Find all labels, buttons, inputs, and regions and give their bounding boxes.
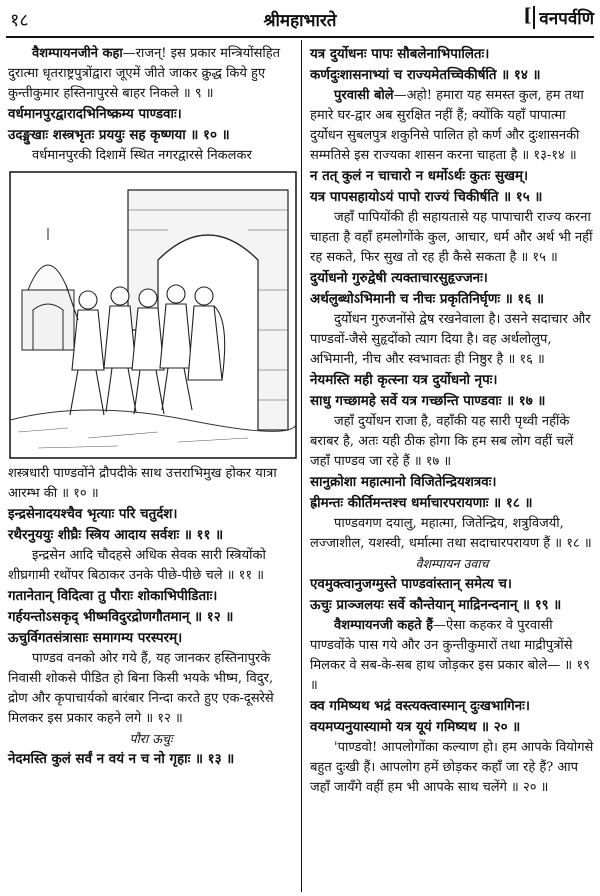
verse-line: क्व गमिष्यथ भद्रं वस्त्यक्त्वास्मान् दुःखभागिनः। bbox=[310, 698, 530, 714]
right-column bbox=[310, 44, 594, 798]
verse-line: रथैरनुययुः शीघ्रैः स्त्रिय आदाय सर्वशः ॥ ११ ॥ bbox=[8, 527, 224, 543]
verse-line: सानुक्रोशा महात्मानो विजितेन्द्रियशत्रवः। bbox=[310, 474, 497, 490]
verse-line: गतानेतान् विदित्वा तु पौराः शोकाभिपीडिताः। bbox=[8, 588, 218, 604]
verse-line: वर्धमानपुरद्वारादभिनिष्क्रम्य पाण्डवाः। bbox=[8, 106, 182, 122]
speaker-label: पुरवासी बोले bbox=[334, 88, 394, 103]
paragraph: 'पाण्डवो! आपलोगोंका कल्याण हो। हम आपके वियोगसे बहुत दुःखी हैं। आपलोग हमें छोड़कर कहाँ जा रहे हैं? आप जहाँ जायँगे वहीं हम भी आपके साथ चलेंगे ॥ २० ॥ bbox=[310, 740, 594, 795]
paragraph: जहाँ दुर्योधन राजा है, वहाँकी यह सारी पृथ्वी नहींके बराबर है, अतः यही ठीक होगा कि हम सब लोग वहीं चलें जहाँ पाण्डव जा रहे हैं ॥ १७ ॥ bbox=[310, 414, 574, 469]
verse-line: कर्णदुःशासनाभ्यां च राज्यमेतच्चिकीर्षति ॥ १४ ॥ bbox=[310, 67, 541, 83]
speaker-heading: पौरा ऊचुः bbox=[129, 731, 173, 746]
verse-line: ऊचुर्विगतसंत्रासाः समागम्य परस्परम्। bbox=[8, 630, 183, 646]
verse-line: नेदमस्ति कुलं सर्वं न वयं न च नो गृहाः ॥ १३ ॥ bbox=[8, 751, 235, 767]
page-header bbox=[0, 0, 600, 36]
paragraph: पुरवासी बोले—अहो! हमारा यह समस्त कुल, हम तथा हमारे घर-द्वार अब सुरक्षित नहीं हैं; क्योंकि यहाँ पापात्मा दुर्योधन सुबलपुत्र शकुनिसे पालित हो कर्ण और दुःशासनकी सम्मतिसे इस राज्यका शासन करना चाहता है ॥ १३-१४ ॥ bbox=[310, 88, 584, 163]
verse-line: यत्र दुर्योधनः पापः सौबलेनाभिपालितः। bbox=[310, 46, 490, 62]
paragraph: शस्त्रधारी पाण्डवोंने द्रौपदीके साथ उत्तराभिमुख होकर यात्रा आरम्भ की ॥ १० ॥ bbox=[8, 466, 277, 501]
paragraph: वैशम्पायनजी कहते हैं—ऐसा कहकर वे पुरवासी पाण्डवोंके पास गये और उन कुन्तीकुमारों तथा माद्रीपुत्रोंसे मिलकर वे सब-के-सब हाथ जोड़कर इस प्रकार बोले— ॥ १९ ॥ bbox=[310, 618, 590, 693]
section-name: [ वनपर्वणि bbox=[533, 6, 594, 29]
header-rule bbox=[6, 36, 594, 38]
paragraph: इन्द्रसेन आदि चौदहसे अधिक सेवक सारी स्त्रियोंको शीघ्रगामी रथोंपर बिठाकर उनके पीछे-पीछे चले ॥ ११ ॥ bbox=[8, 548, 266, 583]
verse-line: अर्थलुब्धोऽभिमानी च नीचः प्रकृतिनिर्घृणः ॥ १६ ॥ bbox=[310, 291, 545, 307]
left-column bbox=[8, 44, 294, 770]
speaker-label: वैशम्पायनजी कहते हैं bbox=[334, 618, 433, 633]
verse-line: ऊचुः प्राञ्जलयः सर्वे कौन्तेयान् माद्रिनन्दनान् ॥ १९ ॥ bbox=[310, 597, 562, 613]
speaker-label: वैशम्पायनजीने कहा bbox=[32, 46, 123, 61]
paragraph: पाण्डव वनको ओर गये हैं, यह जानकर हस्तिनापुरके निवासी शोकसे पीडित हो बिना किसी भयके भीष्म, विदुर, द्रोण और कृपाचार्यको बारंबार निन्दा करते हुए एक-दूसरेसे मिलकर इस प्रकार कहने लगे ॥ १२ ॥ bbox=[8, 651, 274, 726]
verse-line: वयमप्यनुयास्यामो यत्र यूयं गमिष्यथ ॥ २० ॥ bbox=[310, 719, 521, 735]
page-title: श्रीमहाभारते bbox=[263, 11, 337, 31]
verse-line: साधु गच्छामहे सर्वे यत्र गच्छन्ति पाण्डवाः ॥ १७ ॥ bbox=[310, 393, 546, 409]
paragraph: पाण्डवगण दयालु, महात्मा, जितेन्द्रिय, शत्रुविजयी, लज्जाशील, यशस्वी, धर्मात्मा तथा सदाचारपरायण हैं ॥ १८ ॥ bbox=[310, 516, 592, 551]
paragraph: वर्धमानपुरकी दिशामें स्थित नगरद्वारसे निकलकर bbox=[32, 148, 252, 163]
pandavas-departure-illustration bbox=[8, 170, 298, 460]
verse-line: ह्रीमन्तः कीर्तिमन्तश्च धर्माचारपरायणाः ॥ १८ ॥ bbox=[310, 495, 533, 511]
verse-line: उदङ्मुखाः शस्त्रभृतः प्रययुः सह कृष्णया ॥ १० ॥ bbox=[8, 127, 230, 143]
paragraph: वैशम्पायनजीने कहा—राजन्! इस प्रकार मन्त्रियोंसहित दुरात्मा धृतराष्ट्रपुत्रोंद्वारा जूएमें जीते जाकर क्रुद्ध किये हुए कुन्तीकुमार हस्तिनापुरसे बाहर निकले ॥ ९ ॥ bbox=[8, 46, 281, 101]
verse-line: एवमुक्त्वानुजग्मुस्ते पाण्डवांस्तान् समेत्य च। bbox=[310, 576, 513, 592]
column-divider bbox=[301, 40, 302, 892]
paragraph: जहाँ पापियोंकी ही सहायतासे यह पापाचारी राज्य करना चाहता है वहाँ हमलोगोंके कुल, आचार, धर्म और अर्थ भी नहीं रह सकते, फिर सुख तो रह ही कैसे सकता है ॥ १५ ॥ bbox=[310, 210, 593, 265]
paragraph: दुर्योधन गुरुजनोंसे द्वेष रखनेवाला है। उसने सदाचार और पाण्डवों-जैसे सुहृदोंको त्याग दिया है। वह अर्थलोलुप, अभिमानी, नीच और स्वभावतः ही निष्ठुर है ॥ १६ ॥ bbox=[310, 312, 591, 367]
verse-line: इन्द्रसेनादयश्चैव भृत्याः परि चतुर्दश। bbox=[8, 506, 178, 522]
speaker-heading: वैशम्पायन उवाच bbox=[415, 556, 489, 571]
verse-line: यत्र पापसहायोऽयं पापो राज्यं चिकीर्षति ॥ १५ ॥ bbox=[310, 189, 543, 205]
verse-line: न तत् कुलं न चाचारो न धर्मोऽर्थः कुतः सुखम्। bbox=[310, 168, 529, 184]
verse-line: गर्हयन्तोऽसकृद् भीष्मविदुरद्रोणगौतमान् ॥ १२ ॥ bbox=[8, 609, 234, 625]
page-number: १८ bbox=[10, 10, 29, 31]
verse-line: नेयमस्ति मही कृत्स्ना यत्र दुर्योधनो नृपः। bbox=[310, 372, 498, 388]
verse-line: दुर्योधनो गुरुद्वेषी त्यक्ताचारसुहृज्जनः। bbox=[310, 270, 488, 286]
